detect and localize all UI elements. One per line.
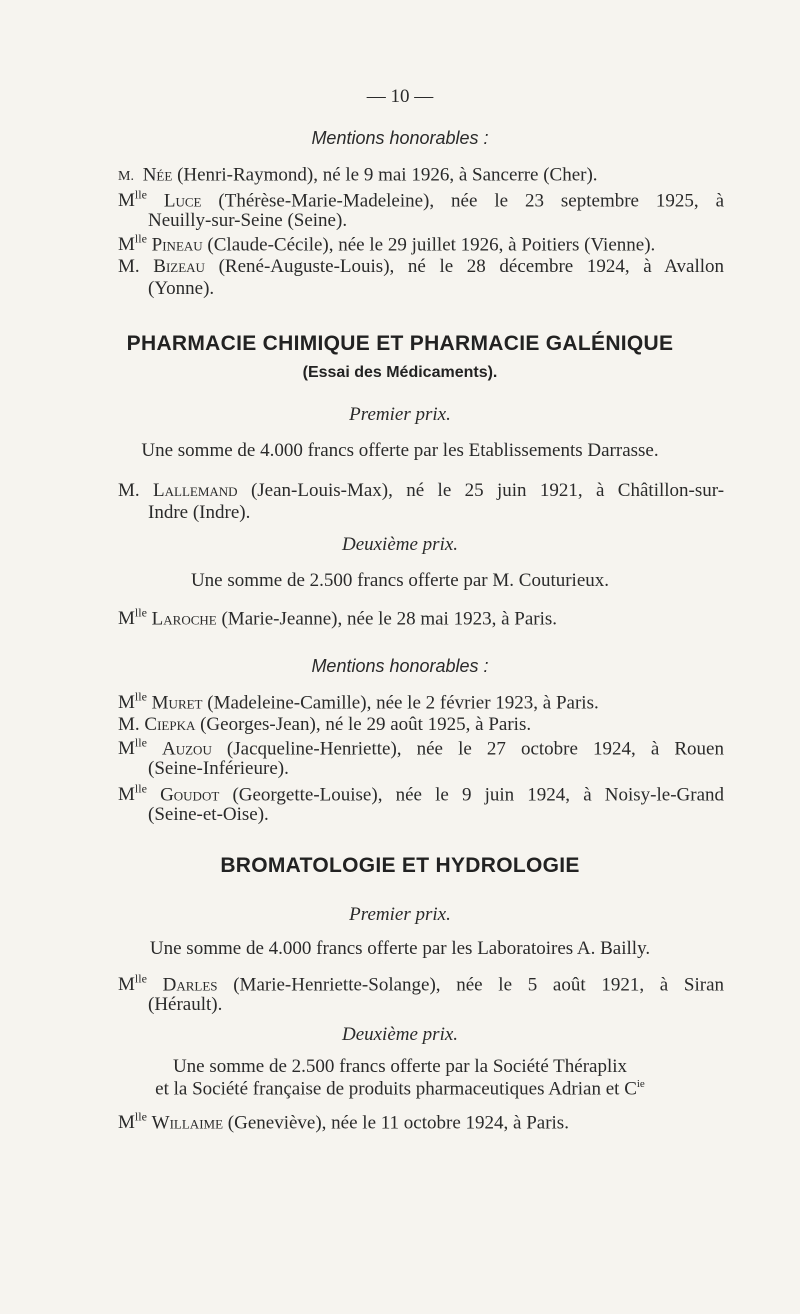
entry-goudot bbox=[118, 782, 724, 806]
prize-label-first: Premier prix. bbox=[349, 404, 451, 425]
entry-text: (Madeleine-Camille), née le 2 février 1923, à Paris. bbox=[207, 692, 599, 714]
surname: Née bbox=[142, 164, 173, 186]
surname: Auzou bbox=[162, 738, 212, 760]
surname: Luce bbox=[163, 190, 202, 212]
entry-willaime bbox=[118, 1110, 724, 1134]
entry-ciepka bbox=[118, 714, 724, 736]
entry-text: (Thérèse-Marie-Madeleine), née le 23 septembre 1925, à bbox=[218, 190, 725, 212]
entry-nee bbox=[118, 160, 724, 186]
prize-label-first: Premier prix. bbox=[349, 904, 451, 925]
honorific: $M^{lle}$ bbox=[118, 782, 147, 806]
mentions-heading: Mentions honorables : bbox=[311, 656, 489, 676]
entry-bizeau-cont: (Yonne). bbox=[148, 278, 215, 299]
entry-darles bbox=[118, 972, 724, 996]
entry-text: (Georgette-Louise), née le 9 juin 1924, à Noisy-le-Grand bbox=[232, 784, 725, 806]
surname: Laroche bbox=[151, 608, 217, 630]
honorific: M. bbox=[118, 256, 140, 277]
entry-text: (Marie-Henriette-Solange), née le 5 août 1921, à Siran bbox=[233, 974, 725, 996]
honorific: $M^{lle}$ bbox=[118, 188, 147, 212]
surname: Goudot bbox=[160, 784, 220, 806]
honorific: $M^{lle}$ bbox=[118, 1110, 147, 1134]
prize-sponsor: Une somme de 4.000 francs offerte par les Etablissements Darrasse. bbox=[141, 440, 659, 461]
entry-text: (Henri-Raymond), né le 9 mai 1926, à Sancerre (Cher). bbox=[177, 164, 598, 186]
entry-auzou-cont: (Seine-Inférieure). bbox=[148, 758, 289, 779]
honorific: $M^{lle}$ bbox=[118, 972, 147, 996]
mentions-heading: Mentions honorables : bbox=[311, 128, 489, 148]
prize-sponsor: Une somme de 4.000 francs offerte par les Laboratoires A. Bailly. bbox=[149, 938, 651, 959]
entry-lallemand bbox=[118, 480, 724, 502]
entry-text: (Geneviève), née le 11 octobre 1924, à Paris. bbox=[227, 1112, 569, 1134]
prize-sponsor-line-2: et la Société française de produits pharmaceutiques Adrian et $C^{ie}$ bbox=[155, 1078, 645, 1100]
entry-luce-cont: Neuilly-sur-Seine (Seine). bbox=[148, 210, 348, 231]
prize-sponsor: Une somme de 2.500 francs offerte par M. Couturieux. bbox=[190, 570, 610, 591]
section-heading-pharmacie: PHARMACIE CHIMIQUE ET PHARMACIE GALÉNIQUE bbox=[126, 332, 674, 355]
surname: Lallemand bbox=[153, 480, 238, 501]
prize-label-second: Deuxième prix. bbox=[341, 1024, 459, 1045]
entry-lallemand-cont: Indre (Indre). bbox=[148, 502, 251, 523]
prize-label-second: Deuxième prix. bbox=[341, 534, 459, 555]
entry-goudot-cont: (Seine-et-Oise). bbox=[148, 804, 269, 825]
entry-bizeau bbox=[118, 256, 724, 278]
surname: Bizeau bbox=[153, 256, 205, 277]
surname: Pineau bbox=[151, 234, 203, 256]
entry-pineau bbox=[118, 232, 724, 256]
section-subheading: (Essai des Médicaments). bbox=[302, 364, 498, 381]
entry-muret bbox=[118, 690, 724, 714]
section-heading-bromatologie: BROMATOLOGIE ET HYDROLOGIE bbox=[220, 854, 580, 877]
honorific: M. bbox=[118, 714, 140, 735]
prize-sponsor-line-1: Une somme de 2.500 francs offerte par la Société Théraplix bbox=[172, 1056, 628, 1077]
honorific: $M^{lle}$ bbox=[118, 690, 147, 714]
entry-luce bbox=[118, 188, 724, 212]
entry-text: (Marie-Jeanne), née le 28 mai 1923, à Paris. bbox=[221, 608, 558, 630]
entry-text: (Jean-Louis-Max), né le 25 juin 1921, à Châtillon-sur- bbox=[250, 480, 725, 501]
entry-text: (Claude-Cécile), née le 29 juillet 1926, à Poitiers (Vienne). bbox=[207, 234, 656, 256]
entry-text: (René-Auguste-Louis), né le 28 décembre 1924, à Avallon bbox=[218, 256, 725, 277]
entry-auzou bbox=[118, 736, 724, 760]
surname: Muret bbox=[151, 692, 203, 714]
surname: Ciepka bbox=[144, 714, 196, 735]
surname: Willaime bbox=[151, 1112, 224, 1134]
honorific: M. bbox=[118, 480, 140, 501]
honorific: M. bbox=[118, 169, 134, 185]
sponsor-sup: ie bbox=[636, 1078, 645, 1090]
page-number: — 10 — bbox=[366, 86, 434, 107]
entry-laroche bbox=[118, 606, 724, 630]
entry-darles-cont: (Hérault). bbox=[148, 994, 223, 1015]
honorific: $M^{lle}$ bbox=[118, 736, 147, 760]
honorific: $M^{lle}$ bbox=[118, 606, 147, 630]
entry-text: (Jacqueline-Henriette), née le 27 octobre 1924, à Rouen bbox=[226, 738, 724, 760]
entry-text: (Georges-Jean), né le 29 août 1925, à Paris. bbox=[200, 714, 532, 735]
honorific: $M^{lle}$ bbox=[118, 232, 147, 256]
surname: Darles bbox=[162, 974, 218, 996]
